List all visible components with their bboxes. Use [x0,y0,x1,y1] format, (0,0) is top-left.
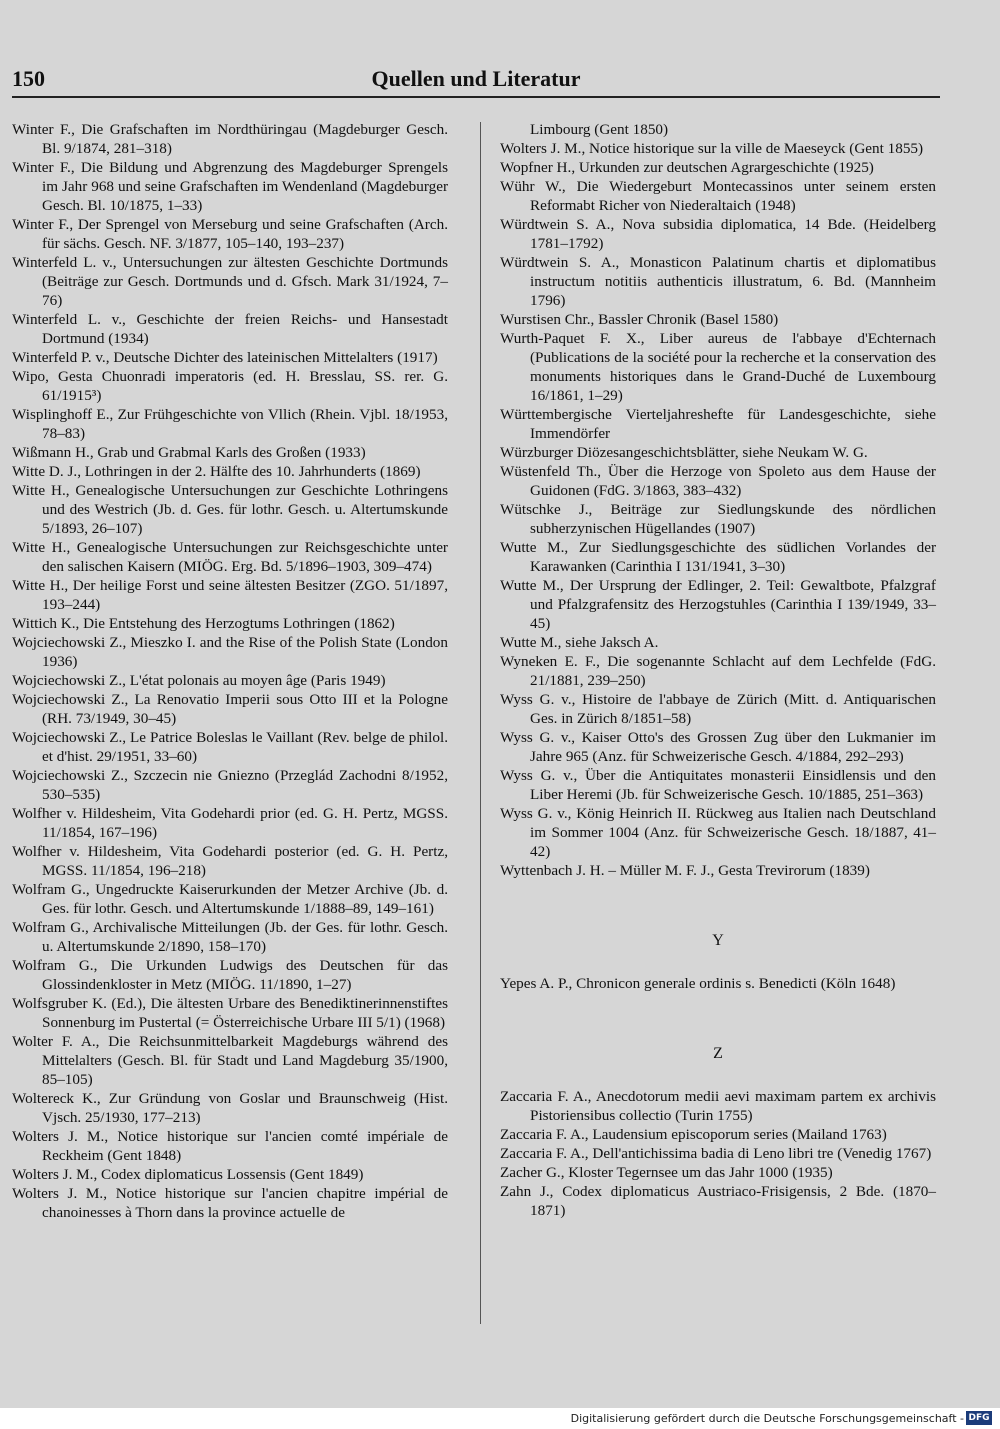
bibliography-entry: Winterfeld P. v., Deutsche Dichter des lateinischen Mittelalters (1917) [12,349,438,366]
bibliography-entry: Wutte M., Der Ursprung der Edlinger, 2. Teil: Gewaltbote, Pfalzgraf und Pfalzgrafensitz des Herzogstuhles (Carinthia I 139/1949, 33–45) [500,577,936,632]
bibliography-entry: Wojciechowski Z., Le Patrice Boleslas le Vaillant (Rev. belge de philol. et d'hist. 29/1951, 33–60) [12,729,448,765]
bibliography-entry: Zaccaria F. A., Anecdotorum medii aevi maximam partem ex archivis Pistoriensibus collectio (Turin 1755) [500,1088,936,1124]
bibliography-entry: Wühr W., Die Wiedergeburt Montecassinos unter seinem ersten Reformabt Richer von Niederaltaich (1948) [500,178,936,214]
bibliography-entry: Wolfher v. Hildesheim, Vita Godehardi posterior (ed. G. H. Pertz, MGSS. 11/1854, 196–218) [12,843,448,879]
bibliography-entry: Wyss G. v., König Heinrich II. Rückweg aus Italien nach Deutschland im Sommer 1004 (Anz. für Schweizerische Gesch. 18/1887, 41–42) [500,805,936,860]
bibliography-entry: Wyss G. v., Über die Antiquitates monasterii Einsidlensis und den Liber Heremi (Jb. für Schweizerische Gesch. 10/1885, 251–363) [500,767,936,803]
bibliography-entry: Württembergische Vierteljahreshefte für Landesgeschichte, siehe Immendörfer [500,406,936,442]
bibliography-entry: Würdtwein S. A., Monasticon Palatinum chartis et diplomatibus instructum notitiis authenticis illustratum, 6. Bd. (Mannheim 1796) [500,254,936,309]
bibliography-entry: Wolters J. M., Codex diplomaticus Lossensis (Gent 1849) [12,1166,364,1183]
page-header [12,66,940,98]
bibliography-entry: Zacher G., Kloster Tegernsee um das Jahr 1000 (1935) [500,1164,833,1181]
bibliography-entry: Wütschke J., Beiträge zur Siedlungskunde des nördlichen subherzynischen Hügellandes (1907) [500,501,936,537]
bibliography-entry: Wurth-Paquet F. X., Liber aureus de l'abbaye d'Echternach (Publications de la société pour la recherche et la conservation des monuments historiques dans le Grand-Duché de Luxembourg 16/1861, 1–29) [500,330,936,404]
bibliography-entry: Zaccaria F. A., Laudensium episcoporum series (Mailand 1763) [500,1126,887,1143]
bibliography-entry: Würzburger Diözesangeschichtsblätter, siehe Neukam W. G. [500,444,868,461]
footer-credit: Digitalisierung gefördert durch die Deutsche Forschungsgemeinschaft - [570,1412,964,1425]
bibliography-entry: Zaccaria F. A., Dell'antichissima badia di Leno libri tre (Venedig 1767) [500,1145,932,1162]
bibliography-entry: Winterfeld L. v., Geschichte der freien Reichs- und Hansestadt Dortmund (1934) [12,311,448,347]
bibliography-entry: Winter F., Die Bildung und Abgrenzung des Magdeburger Sprengels im Jahr 968 und seine Grafschaften im Wendenland (Magdeburger Gesch. Bl. 10/1875, 1–33) [12,159,448,214]
bibliography-entry: Winter F., Der Sprengel von Merseburg und seine Grafschaften (Arch. für sächs. Gesch. NF. 3/1877, 105–140, 193–237) [12,216,448,252]
bibliography-entry: Wutte M., siehe Jaksch A. [500,634,659,651]
bibliography-entry: Wüstenfeld Th., Über die Herzoge von Spoleto aus dem Hause der Guidonen (FdG. 3/1863, 383–432) [500,463,936,499]
section-heading-y: Y [712,932,724,949]
page-number: 150 [12,66,45,91]
bibliography-entry: Wolters J. M., Notice historique sur l'ancien comté impériale de Reckheim (Gent 1848) [12,1128,448,1164]
bibliography-entry: Wolter F. A., Die Reichsunmittelbarkeit Magdeburgs während des Mittelalters (Gesch. Bl. für Stadt und Land Magdeburg 35/1900, 85–105) [12,1033,448,1088]
bibliography-entry: Wyneken E. F., Die sogenannte Schlacht auf dem Lechfelde (FdG. 21/1881, 239–250) [500,653,936,689]
bibliography-entry: Winter F., Die Grafschaften im Nordthüringau (Magdeburger Gesch. Bl. 9/1874, 281–318) [12,121,448,157]
bibliography-entry: Wisplinghoff E., Zur Frühgeschichte von Vllich (Rhein. Vjbl. 18/1953, 78–83) [12,406,448,442]
y-entries [500,974,936,993]
column-divider [480,122,481,1324]
bibliography-entry: Wojciechowski Z., La Renovatio Imperii sous Otto III et la Pologne (RH. 73/1949, 30–45) [12,691,448,727]
bibliography-entry: Wolters J. M., Notice historique sur l'ancien chapitre impérial de chanoinesses à Thorn dans la province actuelle de [12,1185,448,1221]
bibliography-entry: Wolfsgruber K. (Ed.), Die ältesten Urbare des Benediktinerinnenstiftes Sonnenburg im Pustertal (= Österreichische Urbare III 5/1) (1968) [12,995,448,1031]
left-column [12,120,448,1222]
bibliography-entry: Woltereck K., Zur Gründung von Goslar und Braunschweig (Hist. Vjsch. 25/1930, 177–213) [12,1090,448,1126]
bibliography-entry: Winterfeld L. v., Untersuchungen zur ältesten Geschichte Dortmunds (Beiträge zur Gesch. Dortmunds und d. Gfsch. Mark 31/1924, 7–76) [12,254,448,309]
bibliography-entry: Wittich K., Die Entstehung des Herzogtums Lothringen (1862) [12,615,395,632]
bibliography-entry: Wyss G. v., Kaiser Otto's des Grossen Zug über den Lukmanier im Jahre 965 (Anz. für Schweizerische Gesch. 4/1884, 292–293) [500,729,936,765]
bibliography-entry: Witte H., Genealogische Untersuchungen zur Reichsgeschichte unter den salischen Kaisern (MIÖG. Erg. Bd. 5/1896–1903, 309–474) [12,539,448,575]
z-entries [500,1087,936,1220]
bibliography-entry: Wißmann H., Grab und Grabmal Karls des Großen (1933) [12,444,366,461]
bibliography-entry: Wurstisen Chr., Bassler Chronik (Basel 1580) [500,311,779,328]
bibliography-entry: Yepes A. P., Chronicon generale ordinis s. Benedicti (Köln 1648) [500,975,896,992]
bibliography-entry: Wojciechowski Z., Szczecin nie Gniezno (Przeglád Zachodni 8/1952, 530–535) [12,767,448,803]
section-heading-z: Z [713,1045,723,1062]
right-column [500,120,936,1220]
bibliography-entry: Wyss G. v., Histoire de l'abbaye de Zürich (Mitt. d. Antiquarischen Ges. in Zürich 8/1851–58) [500,691,936,727]
bibliography-entry: Wojciechowski Z., L'état polonais au moyen âge (Paris 1949) [12,672,386,689]
footer-bar [0,1408,1000,1429]
bibliography-entry: Wolfram G., Archivalische Mitteilungen (Jb. der Ges. für lothr. Gesch. u. Altertumskunde 2/1890, 158–170) [12,919,448,955]
bibliography-entry: Zahn J., Codex diplomaticus Austriaco-Frisigensis, 2 Bde. (1870–1871) [500,1183,936,1219]
bibliography-entry: Wolfram G., Ungedruckte Kaiserurkunden der Metzer Archive (Jb. d. Ges. für lothr. Gesch. und Altertumskunde 1/1888–89, 149–161) [12,881,448,917]
running-title: Quellen und Literatur [371,66,581,91]
continued-entry: Limbourg (Gent 1850) [530,121,669,138]
bibliography-entry: Wipo, Gesta Chuonradi imperatoris (ed. H. Bresslau, SS. rer. G. 61/1915³) [12,368,448,404]
bibliography-entry: Wojciechowski Z., Mieszko I. and the Rise of the Polish State (London 1936) [12,634,448,670]
dfg-logo: DFG [966,1411,992,1425]
bibliography-entry: Wolfram G., Die Urkunden Ludwigs des Deutschen für das Glossindenkloster in Metz (MIÖG. 11/1890, 1–27) [12,957,448,993]
bibliography-entry: Wolters J. M., Notice historique sur la ville de Maeseyck (Gent 1855) [500,140,924,157]
bibliography-entry: Wopfner H., Urkunden zur deutschen Agrargeschichte (1925) [500,159,874,176]
w-entries [500,139,936,880]
bibliography-entry: Witte H., Genealogische Untersuchungen zur Geschichte Lothringens und des Westrich (Jb. d. Ges. für lothr. Gesch. u. Altertumskunde 5/1893, 26–107) [12,482,448,537]
bibliography-entry: Wolfher v. Hildesheim, Vita Godehardi prior (ed. G. H. Pertz, MGSS. 11/1854, 167–196) [12,805,448,841]
bibliography-entry: Wyttenbach J. H. – Müller M. F. J., Gesta Trevirorum (1839) [500,862,870,879]
bibliography-entry: Witte D. J., Lothringen in der 2. Hälfte des 10. Jahrhunderts (1869) [12,463,421,480]
bibliography-entry: Witte H., Der heilige Forst und seine ältesten Besitzer (ZGO. 51/1897, 193–244) [12,577,448,613]
bibliography-entry: Würdtwein S. A., Nova subsidia diplomatica, 14 Bde. (Heidelberg 1781–1792) [500,216,936,252]
bibliography-entry: Wutte M., Zur Siedlungsgeschichte des südlichen Vorlandes der Karawanken (Carinthia I 131/1941, 3–30) [500,539,936,575]
